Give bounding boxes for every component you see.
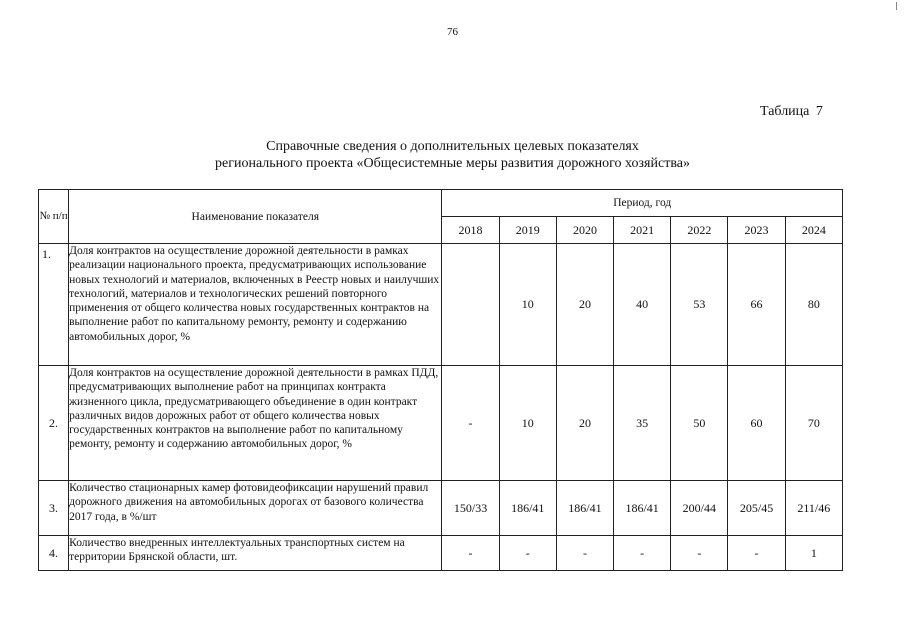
header-name: Наименование показателя bbox=[69, 190, 442, 244]
indicator-value: 1 bbox=[785, 536, 842, 571]
indicator-value: - bbox=[442, 366, 499, 481]
indicator-value: 50 bbox=[671, 366, 728, 481]
header-num: № п/п bbox=[39, 190, 69, 244]
table-row bbox=[39, 536, 843, 571]
header-year: 2022 bbox=[671, 217, 728, 244]
header-year: 2018 bbox=[442, 217, 499, 244]
table-row bbox=[39, 481, 843, 536]
indicator-value: 150/33 bbox=[442, 481, 499, 536]
indicator-value: 10 bbox=[499, 366, 556, 481]
indicator-value: 70 bbox=[785, 366, 842, 481]
page-edge-mark bbox=[896, 2, 897, 10]
document-title bbox=[0, 138, 905, 172]
row-number: 4. bbox=[39, 536, 69, 571]
row-number: 1. bbox=[39, 244, 69, 366]
indicator-value: 53 bbox=[671, 244, 728, 366]
indicator-value: - bbox=[614, 536, 671, 571]
indicator-name: Доля контрактов на осуществление дорожной деятельности в рамках ПДД, предусматривающих выполнение работ на принципах контракта жизненного цикла, предусматривающего объединение в один контракт различных видов дорожных работ от общего количества новых государственных контрактов на выполнение работ по капитальному ремонту, ремонту и содержанию автомобильных дорог, % bbox=[69, 366, 442, 481]
row-number: 2. bbox=[39, 366, 69, 481]
indicator-value: - bbox=[499, 536, 556, 571]
indicator-value: - bbox=[442, 536, 499, 571]
indicator-name: Количество стационарных камер фотовидеофиксации нарушений правил дорожного движения на автомобильных дорогах от базового количества 2017 года, в %/шт bbox=[69, 481, 442, 536]
indicator-value: 186/41 bbox=[614, 481, 671, 536]
indicator-value: 211/46 bbox=[785, 481, 842, 536]
header-year: 2019 bbox=[499, 217, 556, 244]
indicator-value: 80 bbox=[785, 244, 842, 366]
table-row bbox=[39, 244, 843, 366]
indicator-value: 10 bbox=[499, 244, 556, 366]
indicator-value: - bbox=[671, 536, 728, 571]
indicator-value: 200/44 bbox=[671, 481, 728, 536]
indicator-value: 20 bbox=[556, 244, 613, 366]
indicator-value: 186/41 bbox=[499, 481, 556, 536]
page-number: 76 bbox=[447, 26, 458, 38]
indicator-name: Доля контрактов на осуществление дорожной деятельности в рамках реализации национального проекта, предусматривающих использование новых технологий и материалов, включенных в Реестр новых и наилучших технологий, материалов и технологических решений повторного применения от общего количества новых государственных контрактов на выполнение работ по капитальному ремонту, ремонту и содержанию автомобильных дорог, % bbox=[69, 244, 442, 366]
header-period: Период, год bbox=[442, 190, 843, 217]
table-row bbox=[39, 366, 843, 481]
indicator-value: - bbox=[728, 536, 785, 571]
indicator-value: 66 bbox=[728, 244, 785, 366]
title-line-1: Справочные сведения о дополнительных целевых показателях bbox=[266, 139, 639, 154]
row-number: 3. bbox=[39, 481, 69, 536]
indicator-value bbox=[442, 244, 499, 366]
table-header-row bbox=[39, 190, 843, 217]
indicators-table bbox=[38, 189, 843, 571]
header-year: 2020 bbox=[556, 217, 613, 244]
indicator-value: 186/41 bbox=[556, 481, 613, 536]
indicator-value: - bbox=[556, 536, 613, 571]
indicator-value: 40 bbox=[614, 244, 671, 366]
indicator-value: 35 bbox=[614, 366, 671, 481]
indicator-value: 60 bbox=[728, 366, 785, 481]
header-year: 2021 bbox=[614, 217, 671, 244]
indicator-value: 205/45 bbox=[728, 481, 785, 536]
indicator-value: 20 bbox=[556, 366, 613, 481]
title-line-2: регионального проекта «Общесистемные меры развития дорожного хозяйства» bbox=[215, 156, 690, 171]
table-label: Таблица 7 bbox=[760, 104, 823, 119]
header-year: 2024 bbox=[785, 217, 842, 244]
header-year: 2023 bbox=[728, 217, 785, 244]
indicator-name: Количество внедренных интеллектуальных транспортных систем на территории Брянской области, шт. bbox=[69, 536, 442, 571]
